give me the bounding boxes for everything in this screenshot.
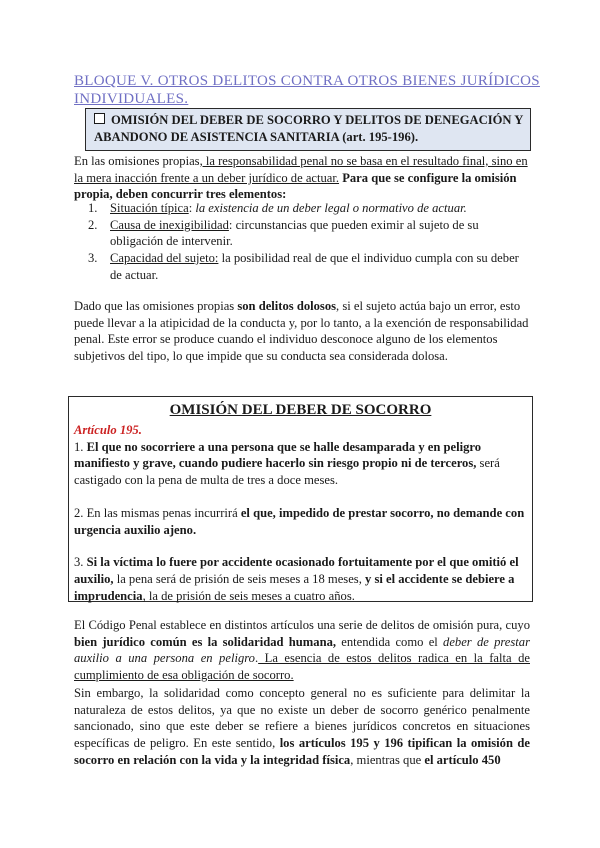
p3-bold-2: y si el accidente se debiere a imprudencia [74, 571, 515, 603]
codigo-paragraph [74, 617, 530, 684]
article-paragraph-3 [74, 554, 527, 604]
sin-embargo-text-c: , mientras que [350, 752, 425, 767]
codigo-text-italic: deber de prestar auxilio a una persona en peligro [74, 634, 530, 666]
sin-embargo-text-a: Sin embargo, la solidaridad como concepto general no es suficiente para delimitar la naturaleza de estos delitos, ya que no existe un deber de socorro genérico penalmente sancionado, sino que este deber se refiere a bienes jurídicos concretos en situaciones específicas de peligro. En este sentido, [74, 686, 530, 751]
codigo-text-c: entendida como el [336, 634, 444, 649]
list-number: 2. [88, 217, 98, 232]
p1-number: 1. [74, 439, 87, 454]
list-item [74, 250, 530, 283]
p1-bold: El que no socorriere a una persona que se halle desamparada y en peligro manifiesto y grave, cuando pudiere hacerlo sin riesgo propio ni de terceros, [74, 439, 482, 471]
dolosos-paragraph [74, 298, 530, 365]
p3-bold-1: Si la víctima lo fuere por accidente ocasionado fortuitamente por el que omitió el auxilio, [74, 555, 519, 586]
intro-text-underlined: , la responsabilidad penal no se basa en el resultado final, sino en la mera inacción frente a un deber jurídico de actuar. [74, 154, 528, 185]
article-paragraph-2 [74, 505, 527, 538]
list-item [74, 217, 530, 250]
codigo-text-e: . [254, 651, 259, 666]
list-number: 3. [88, 251, 98, 266]
list-term: Causa de inexigibilidad [110, 217, 229, 232]
list-number: 1. [88, 201, 98, 215]
section-title: OMISIÓN DEL DEBER DE SOCORRO Y DELITOS DE DENEGACIÓN Y ABANDONO DE ASISTENCIA SANITARIA (art. 195-196). [94, 113, 523, 144]
article-reference: Artículo 195. [74, 423, 142, 437]
dolosos-text-bold: son delitos dolosos [237, 299, 337, 313]
intro-paragraph [74, 153, 530, 203]
list-desc: la posibilidad real de que el individuo cumpla con su deber de actuar. [110, 251, 519, 282]
article-box [68, 396, 533, 602]
article-box-title: OMISIÓN DEL DEBER DE SOCORRO [169, 402, 432, 418]
list-term: Situación típica [110, 201, 189, 215]
list-desc: circunstancias que pueden eximir al sujeto de su obligación de intervenir. [110, 217, 479, 249]
section-title-box [85, 108, 531, 151]
list-desc: la existencia de un deber legal o normativo de actuar. [195, 201, 467, 215]
list-item [74, 200, 530, 217]
codigo-text-bold: bien jurídico común es la solidaridad humana, [74, 634, 337, 649]
intro-text-bold: Para que se configure la omisión propia, deben concurrir tres elementos: [74, 170, 517, 202]
elements-list [74, 200, 530, 284]
sin-embargo-text-bold-2: el artículo 450 [424, 752, 501, 767]
codigo-text-a: El Código Penal establece en distintos artículos una serie de delitos de omisión pura, cuyo [74, 618, 530, 632]
block-heading: BLOQUE V. OTROS DELITOS CONTRA OTROS BIENES JURÍDICOS INDIVIDUALES. [74, 73, 540, 107]
dolosos-text-a: Dado que las omisiones propias [74, 299, 238, 313]
sin-embargo-paragraph [74, 685, 530, 769]
codigo-text-underlined: La esencia de estos delitos radica en la falta de cumplimiento de esa obligación de socorro. [74, 651, 530, 683]
intro-text-a: En las omisiones propias [74, 154, 200, 168]
sin-embargo-text-bold: los artículos 195 y 196 tipifican la omisión de socorro en relación con la vida y la integridad física [74, 736, 530, 767]
article-paragraph-1 [74, 439, 527, 489]
p3-end: , la de prisión de seis meses a cuatro años. [142, 588, 355, 603]
list-term: Capacidad del sujeto: [110, 251, 219, 266]
checkbox-icon [94, 113, 105, 124]
p3-number: 3. [74, 555, 87, 570]
dolosos-text-c: , si el sujeto actúa bajo un error, esto puede llevar a la atipicidad de la conducta y, por lo tanto, a la exención de responsabilidad penal. Este error se produce cuando el individuo desconoce alguno de los elementos subjetivos del tipo, lo que impide que su conducta sea considerada dolosa. [74, 299, 529, 364]
p2-bold: el que, impedido de prestar socorro, no demande con urgencia auxilio ajeno. [74, 505, 525, 537]
p3-mid: la pena será de prisión de seis meses a 18 meses, [113, 571, 365, 586]
list-separator: : [228, 217, 236, 232]
p2-text: 2. En las mismas penas incurrirá [74, 505, 241, 520]
list-separator: : [188, 201, 196, 215]
p1-rest: será castigado con la pena de multa de tres a doce meses. [74, 456, 500, 488]
